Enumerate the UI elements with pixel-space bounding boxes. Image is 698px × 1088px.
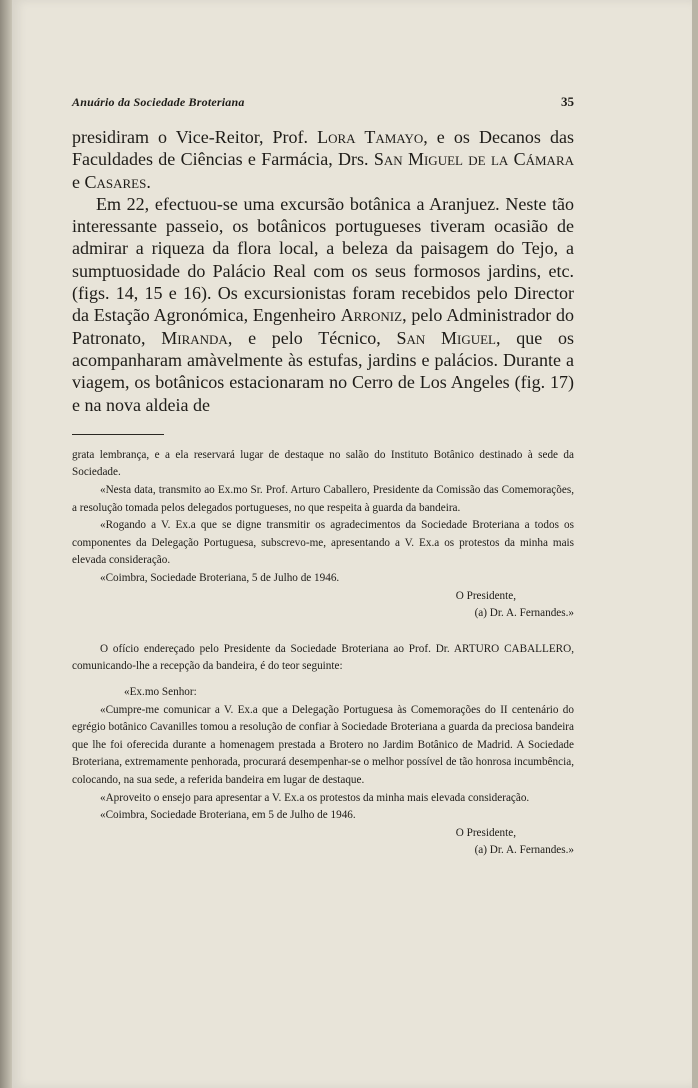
signature-title: O Presidente, [455, 826, 516, 839]
running-title: Anuário da Sociedade Broteriana [72, 95, 245, 109]
letter-paragraph: «Cumpre-me comunicar a V. Ex.a que a Delegação Portuguesa às Comemorações do II centenário do egrégio botânico Cavanilles tomou a resolução de confiar à Sociedade Broteriana a guarda da preciosa bandeira que lhe foi oferecida durante a homenagem prestada a Brotero no Jardim Botânico de Madrid. A Sociedade Broteriana, extremamente penhorada, procurará desempenhar-se o melhor possível de tão honrosa incumbência, colocando, na sua sede, a referida bandeira em lugar de destaque. [72, 703, 574, 786]
signature-title: O Presidente, [455, 589, 516, 602]
person-name: San Miguel [396, 327, 496, 348]
person-name: Casares [84, 171, 147, 192]
person-name: Lora Tamayo [317, 127, 424, 147]
book-gutter [0, 0, 12, 1088]
main-text [72, 126, 574, 416]
footnotes [72, 447, 574, 860]
note-paragraph: O ofício endereçado pelo Presidente da Sociedade Broteriana ao Prof. Dr. ARTURO CABALLERO, comunicando-lhe a recepção da bandeira, é do teor seguinte: [72, 642, 574, 673]
page-number: 35 [561, 94, 574, 109]
person-name: San Miguel de la Cámara [373, 149, 574, 170]
note-continuation: grata lembrança, e a ela reservará lugar de destaque no salão do Instituto Botânico destinado à sede da Sociedade. [72, 448, 574, 479]
person-name: Miranda [161, 327, 228, 348]
running-header [72, 94, 574, 114]
letter-salutation: «Ex.mo Senhor: [124, 685, 197, 698]
paragraph-1: presidiram o Vice-Reitor, Prof. Lora Tamayo, e os Decanos das Faculdades de Ciências e Farmácia, Drs. San Miguel de la Cámara e Casares. [72, 127, 574, 192]
footnote-rule [72, 434, 164, 435]
note-paragraph: «Rogando a V. Ex.a que se digne transmitir os agradecimentos da Sociedade Broteriana a todos os componentes da Delegação Portuguesa, subscrevo-me, apresentando a V. Ex.a os protestos da minha mais elevada consideração. [72, 519, 574, 567]
signature-name: (a) Dr. A. Fernandes.» [474, 607, 574, 620]
note-dateline: «Coimbra, Sociedade Broteriana, 5 de Julho de 1946. [100, 572, 340, 585]
page-content [72, 94, 574, 860]
paragraph-2: Em 22, efectuou-se uma excursão botânica a Aranjuez. Neste tão interessante passeio, os botânicos portugueses tiveram ocasião de admirar a riqueza da flora local, a beleza da paisagem do Tejo, a sumptuosidade do Palácio Real com os seus formosos jardins, etc. (figs. 14, 15 e 16). Os excursionistas foram recebidos pelo Director da Estação Agronómica, Engenheiro Arroniz, pelo Administrador do Patronato, Miranda, e pelo Técnico, San Miguel, que os acompanharam amàvelmente às estufas, jardins e palácios. Durante a viagem, os botânicos estacionaram no Cerro de Los Angeles (fig. 17) e na nova aldeia de [72, 193, 575, 415]
signature-name: (a) Dr. A. Fernandes.» [474, 844, 574, 857]
book-page [12, 0, 692, 1088]
letter-dateline: «Coimbra, Sociedade Broteriana, em 5 de Julho de 1946. [100, 809, 356, 822]
spacer [72, 676, 574, 684]
spacer [72, 623, 574, 641]
note-paragraph: «Nesta data, transmito ao Ex.mo Sr. Prof. Arturo Caballero, Presidente da Comissão das Comemorações, a resolução tomada pelos delegados portugueses, no que respeita à guarda da bandeira. [72, 484, 574, 514]
person-name: Arroniz [340, 305, 403, 326]
letter-paragraph: «Aproveito o ensejo para apresentar a V. Ex.a os protestos da minha mais elevada consideração. [100, 791, 530, 804]
